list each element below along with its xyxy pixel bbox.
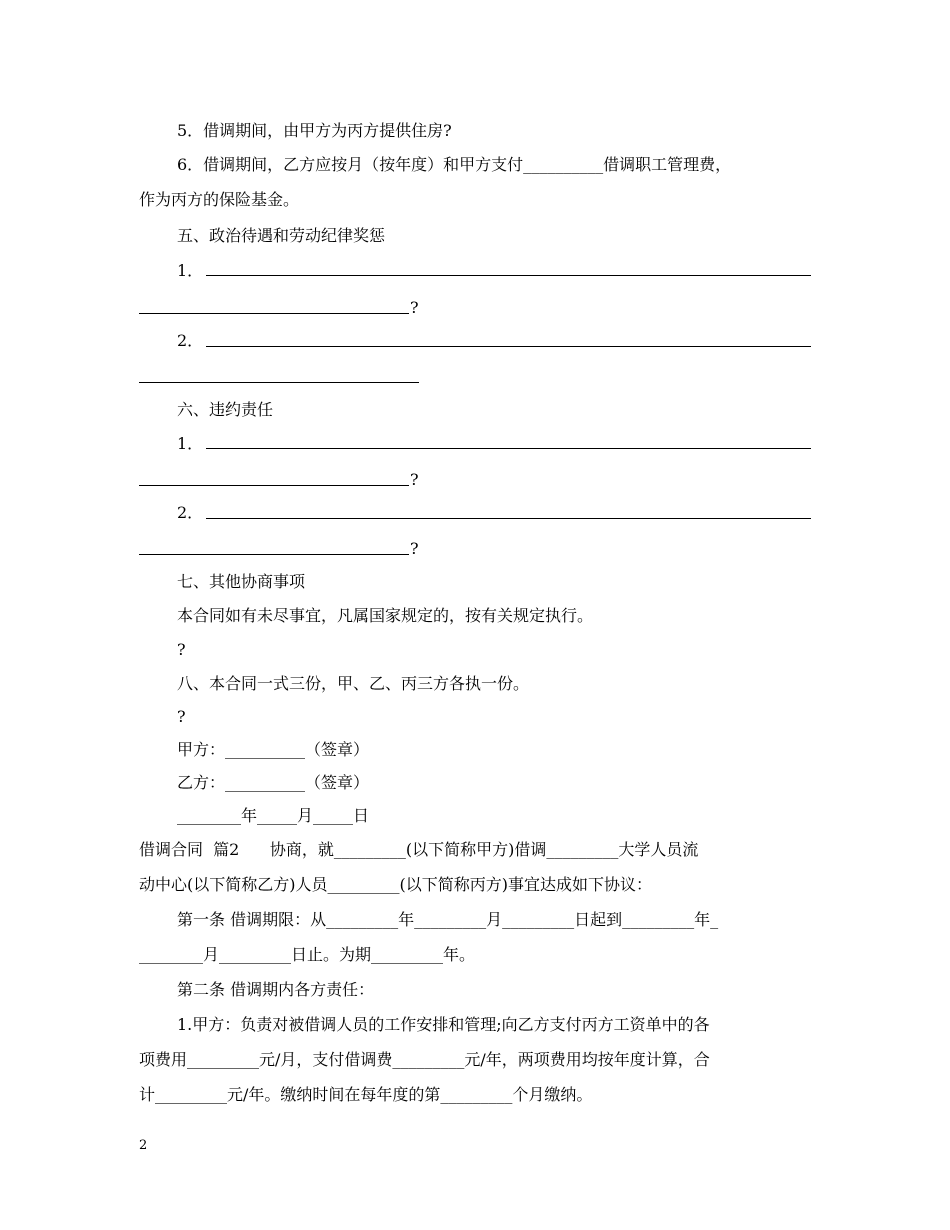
article-2-item-1: 1.甲方：负责对被借调人员的工作安排和管理;向乙方支付丙方工资单中的各: [177, 1015, 710, 1034]
section-7-heading: 七、其他协商事项: [177, 572, 306, 591]
section-5-item-1: 1．: [177, 261, 204, 280]
party-a-signature: 甲方：__________（签章）: [177, 740, 370, 759]
blank-line: [206, 275, 811, 276]
blank-line: [206, 518, 811, 519]
blank-line: [139, 485, 409, 486]
article-2-heading: 第二条 借调期内各方责任：: [177, 980, 375, 999]
blank-line: [139, 554, 409, 555]
party-b-signature: 乙方：__________（签章）: [177, 773, 370, 792]
section-6-item-2: 2．: [177, 503, 204, 522]
clause-6-cont: 作为丙方的保险基金。: [139, 190, 300, 209]
question-mark: ?: [410, 539, 419, 558]
article-2-item-1-cont-2: 计_________元/年。缴纳时间在每年度的第_________个月缴纳。: [139, 1085, 593, 1104]
section-6-heading: 六、违约责任: [177, 400, 274, 419]
question-mark: ?: [177, 640, 186, 659]
section-6-item-1: 1．: [177, 434, 204, 453]
section-5-item-2: 2．: [177, 331, 204, 350]
contract-2-intro-cont: 动中心(以下简称乙方)人员_________(以下简称丙方)事宜达成如下协议：: [139, 875, 652, 894]
section-5-heading: 五、政治待遇和劳动纪律奖惩: [177, 226, 386, 245]
blank-line: [139, 382, 419, 383]
article-1: 第一条 借调期限：从_________年_________月_________日起到_________年_: [177, 910, 719, 929]
question-mark: ?: [410, 470, 419, 489]
question-mark: ?: [410, 298, 419, 317]
blank-line: [139, 313, 409, 314]
article-1-cont: ________月_________日止。为期_________年。: [139, 945, 476, 964]
signature-date: ________年_____月_____日: [177, 806, 370, 825]
article-2-item-1-cont: 项费用_________元/月，支付借调费_________元/年，两项费用均按年度计算，合: [139, 1050, 710, 1069]
section-8-heading: 八、本合同一式三份，甲、乙、丙三方各执一份。: [177, 674, 530, 693]
clause-6: 6．借调期间，乙方应按月（按年度）和甲方支付__________借调职工管理费，: [177, 155, 732, 174]
section-7-text: 本合同如有未尽事宜，凡属国家规定的，按有关规定执行。: [177, 606, 594, 625]
clause-5: 5．借调期间，由甲方为丙方提供住房?: [177, 121, 452, 140]
blank-line: [206, 448, 811, 449]
blank-line: [206, 346, 811, 347]
question-mark: ?: [177, 707, 186, 726]
contract-2-intro: 借调合同 篇2 协商，就_________(以下简称甲方)借调_________大学人员流: [139, 840, 699, 859]
page-number: 2: [139, 1138, 148, 1153]
